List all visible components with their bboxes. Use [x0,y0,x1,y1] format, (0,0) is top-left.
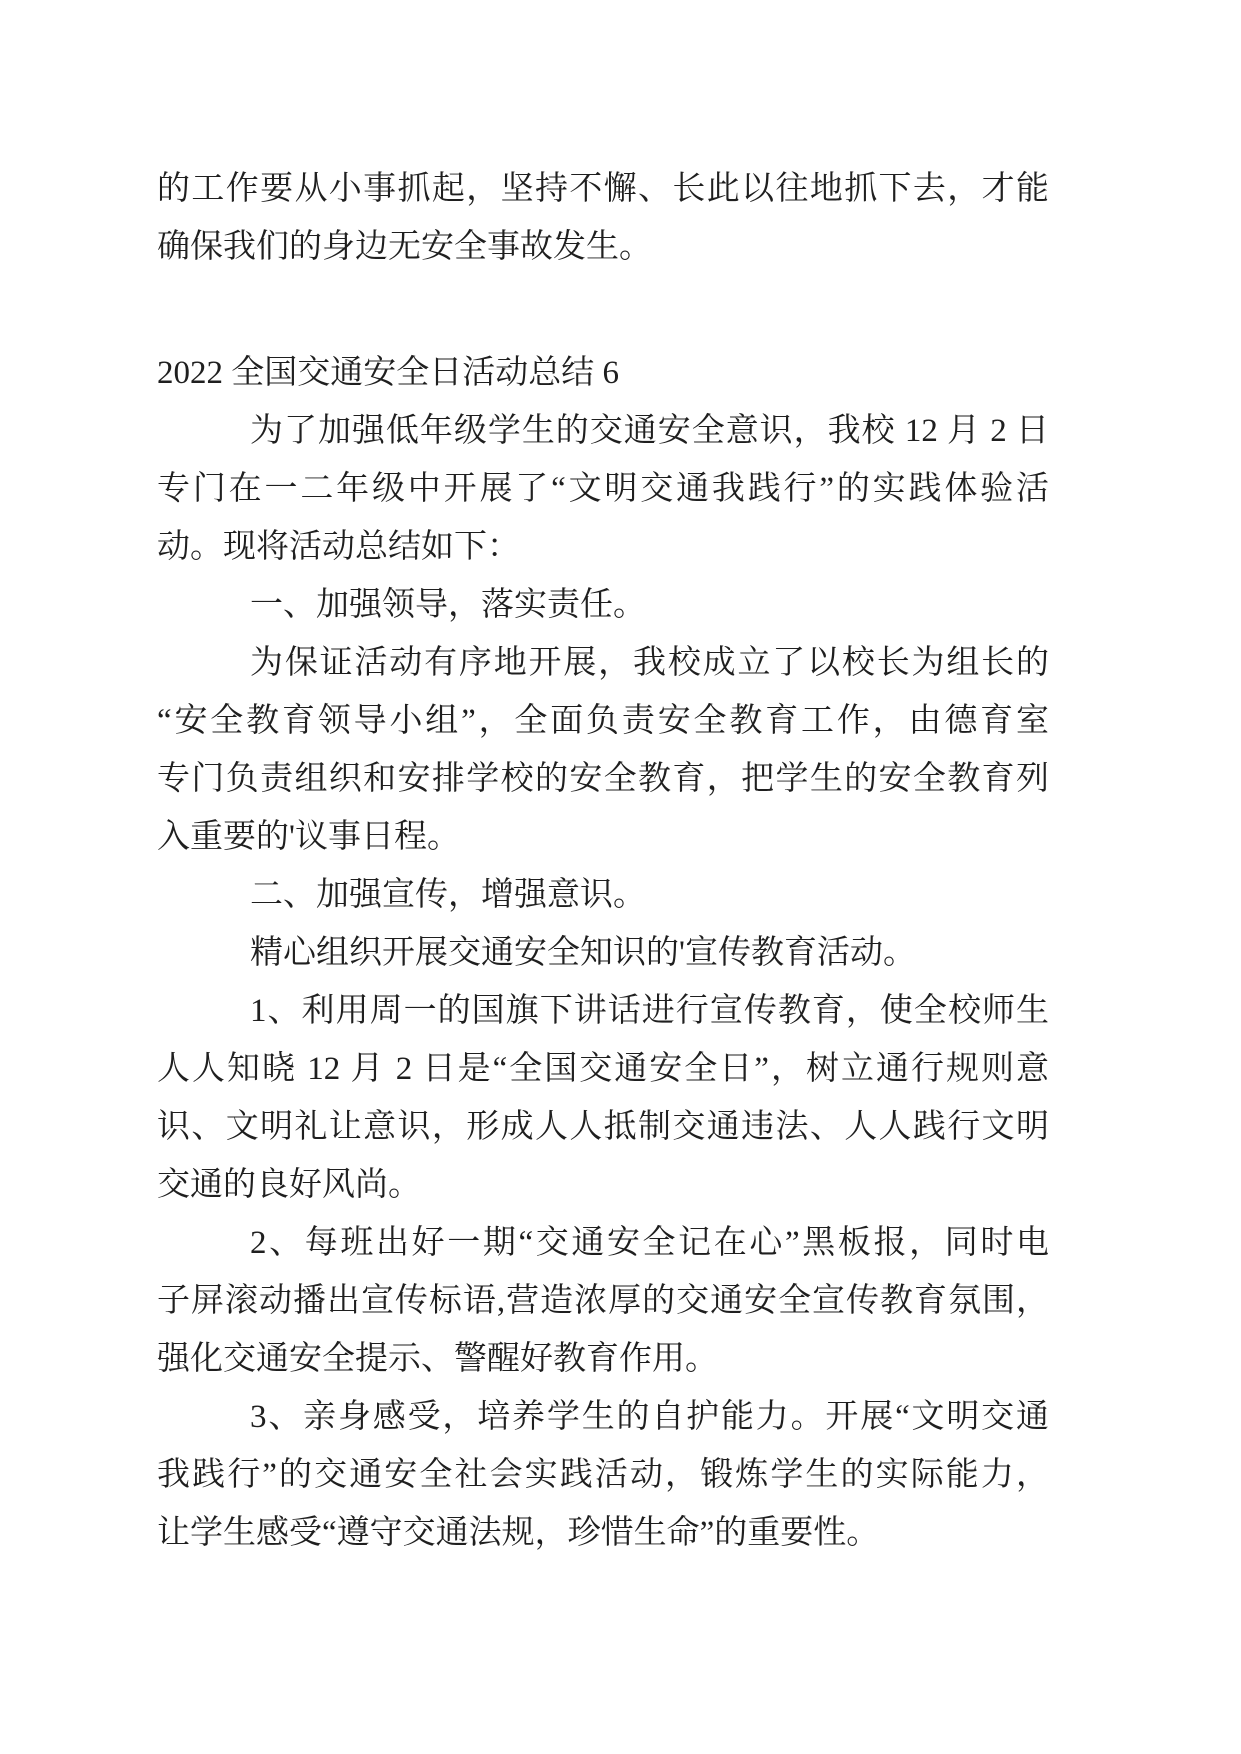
text-line: 子屏滚动播出宣传标语,营造浓厚的交通安全宣传教育氛围， [157,1283,1049,1319]
text-line: 人人知晓 12 月 2 日是“全国交通安全日”，树立通行规则意 [157,1051,1049,1087]
text-line: 为保证活动有序地开展，我校成立了以校长为组长的 [250,645,1049,681]
text-line: 的工作要从小事抓起，坚持不懈、长此以往地抓下去，才能 [157,171,1049,207]
section-heading: 2022 全国交通安全日活动总结 6 [157,355,619,391]
text-line: 交通的良好风尚。 [157,1167,421,1203]
text-line: 动。现将活动总结如下： [157,529,520,565]
text-line: 专门负责组织和安排学校的安全教育，把学生的安全教育列 [157,761,1049,797]
text-line: 入重要的'议事日程。 [157,819,460,855]
text-line: 二、加强宣传，增强意识。 [250,877,646,913]
text-line: 精心组织开展交通安全知识的'宣传教育活动。 [250,935,916,971]
text-line: 确保我们的身边无安全事故发生。 [157,229,652,265]
text-line: 一、加强领导，落实责任。 [250,587,646,623]
text-line: “安全教育领导小组”，全面负责安全教育工作，由德育室 [157,703,1049,739]
text-line: 我践行”的交通安全社会实践活动，锻炼学生的实际能力， [157,1457,1049,1493]
text-line: 2、每班出好一期“交通安全记在心”黑板报，同时电 [250,1225,1049,1261]
body-paragraphs [157,402,1049,1562]
text-line: 强化交通安全提示、警醒好教育作用。 [157,1341,718,1377]
text-line: 识、文明礼让意识，形成人人抵制交通违法、人人践行文明 [157,1109,1049,1145]
text-line: 为了加强低年级学生的交通安全意识，我校 12 月 2 日 [250,413,1050,449]
text-line: 专门在一二年级中开展了“文明交通我践行”的实践体验活 [157,471,1049,507]
intro-paragraph [157,160,1049,276]
text-line: 1、利用周一的国旗下讲话进行宣传教育，使全校师生 [250,993,1049,1029]
text-line: 让学生感受“遵守交通法规，珍惜生命”的重要性。 [157,1515,880,1551]
text-line: 3、亲身感受，培养学生的自护能力。开展“文明交通 [250,1399,1049,1435]
